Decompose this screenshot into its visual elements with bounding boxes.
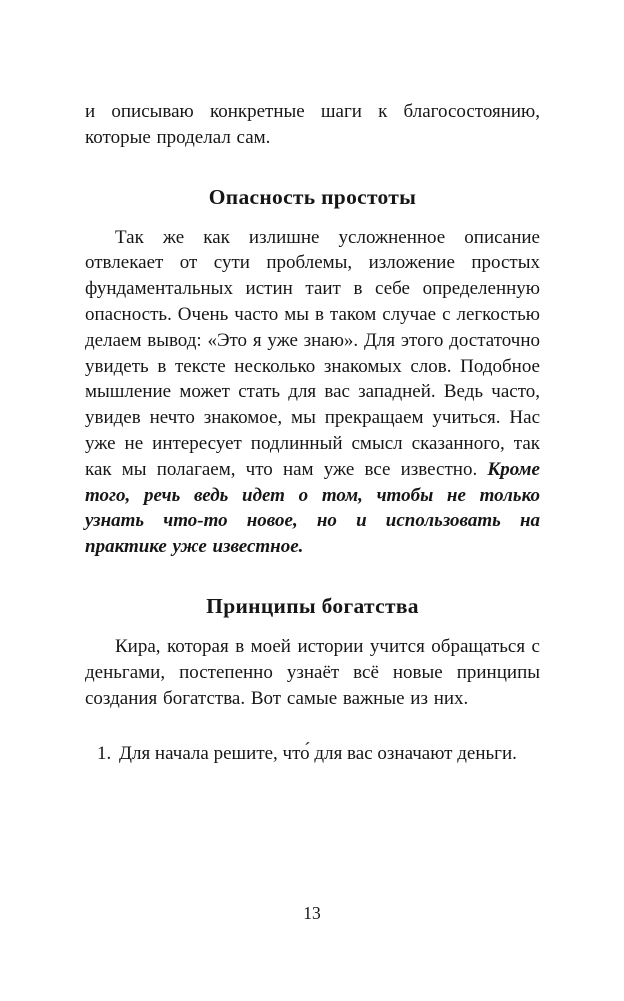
list-item <box>97 741 540 767</box>
section-heading-wealth-principles: Принципы богатства <box>206 593 419 618</box>
section-heading-danger-of-simplicity: Опасность простоты <box>208 184 417 209</box>
principles-list <box>85 741 540 767</box>
page-number: 13 <box>303 903 321 923</box>
paragraph-principles-intro: Кира, которая в моей истории учится обращаться с деньгами, постепенно узнаёт всё новые принципы создания богатства. Вот самые важные из них. <box>85 635 540 709</box>
paragraph-danger-normal-text: Так же как излишне усложненное описание отвлекает от сути проблемы, изложение простых фундаментальных истин таит в себе определенную опасность. Очень часто мы в таком случае с легкостью делаем вывод: «Это я уже знаю». Для этого достаточно увидеть в тексте несколько знакомых слов. Подобное мышление может стать для вас западней. Ведь часто, увидев нечто знакомое, мы прекращаем учиться. Нас уже не интересует подлинный смысл сказанного, так как мы полагаем, что нам уже все известно. <box>85 226 540 480</box>
paragraph-continuation: и описываю конкретные шаги к благосостоянию, которые проделал сам. <box>85 101 540 148</box>
list-item-number: 1. <box>97 743 112 765</box>
list-item-text: Для начала решите, что́ для вас означают деньги. <box>119 743 517 765</box>
paragraph-danger-emphasis-text: Кроме того, речь ведь идет о том, чтобы не только узнать что-то новое, но и использовать на практике уже известное. <box>85 458 540 558</box>
paragraph-danger-body <box>85 225 540 560</box>
